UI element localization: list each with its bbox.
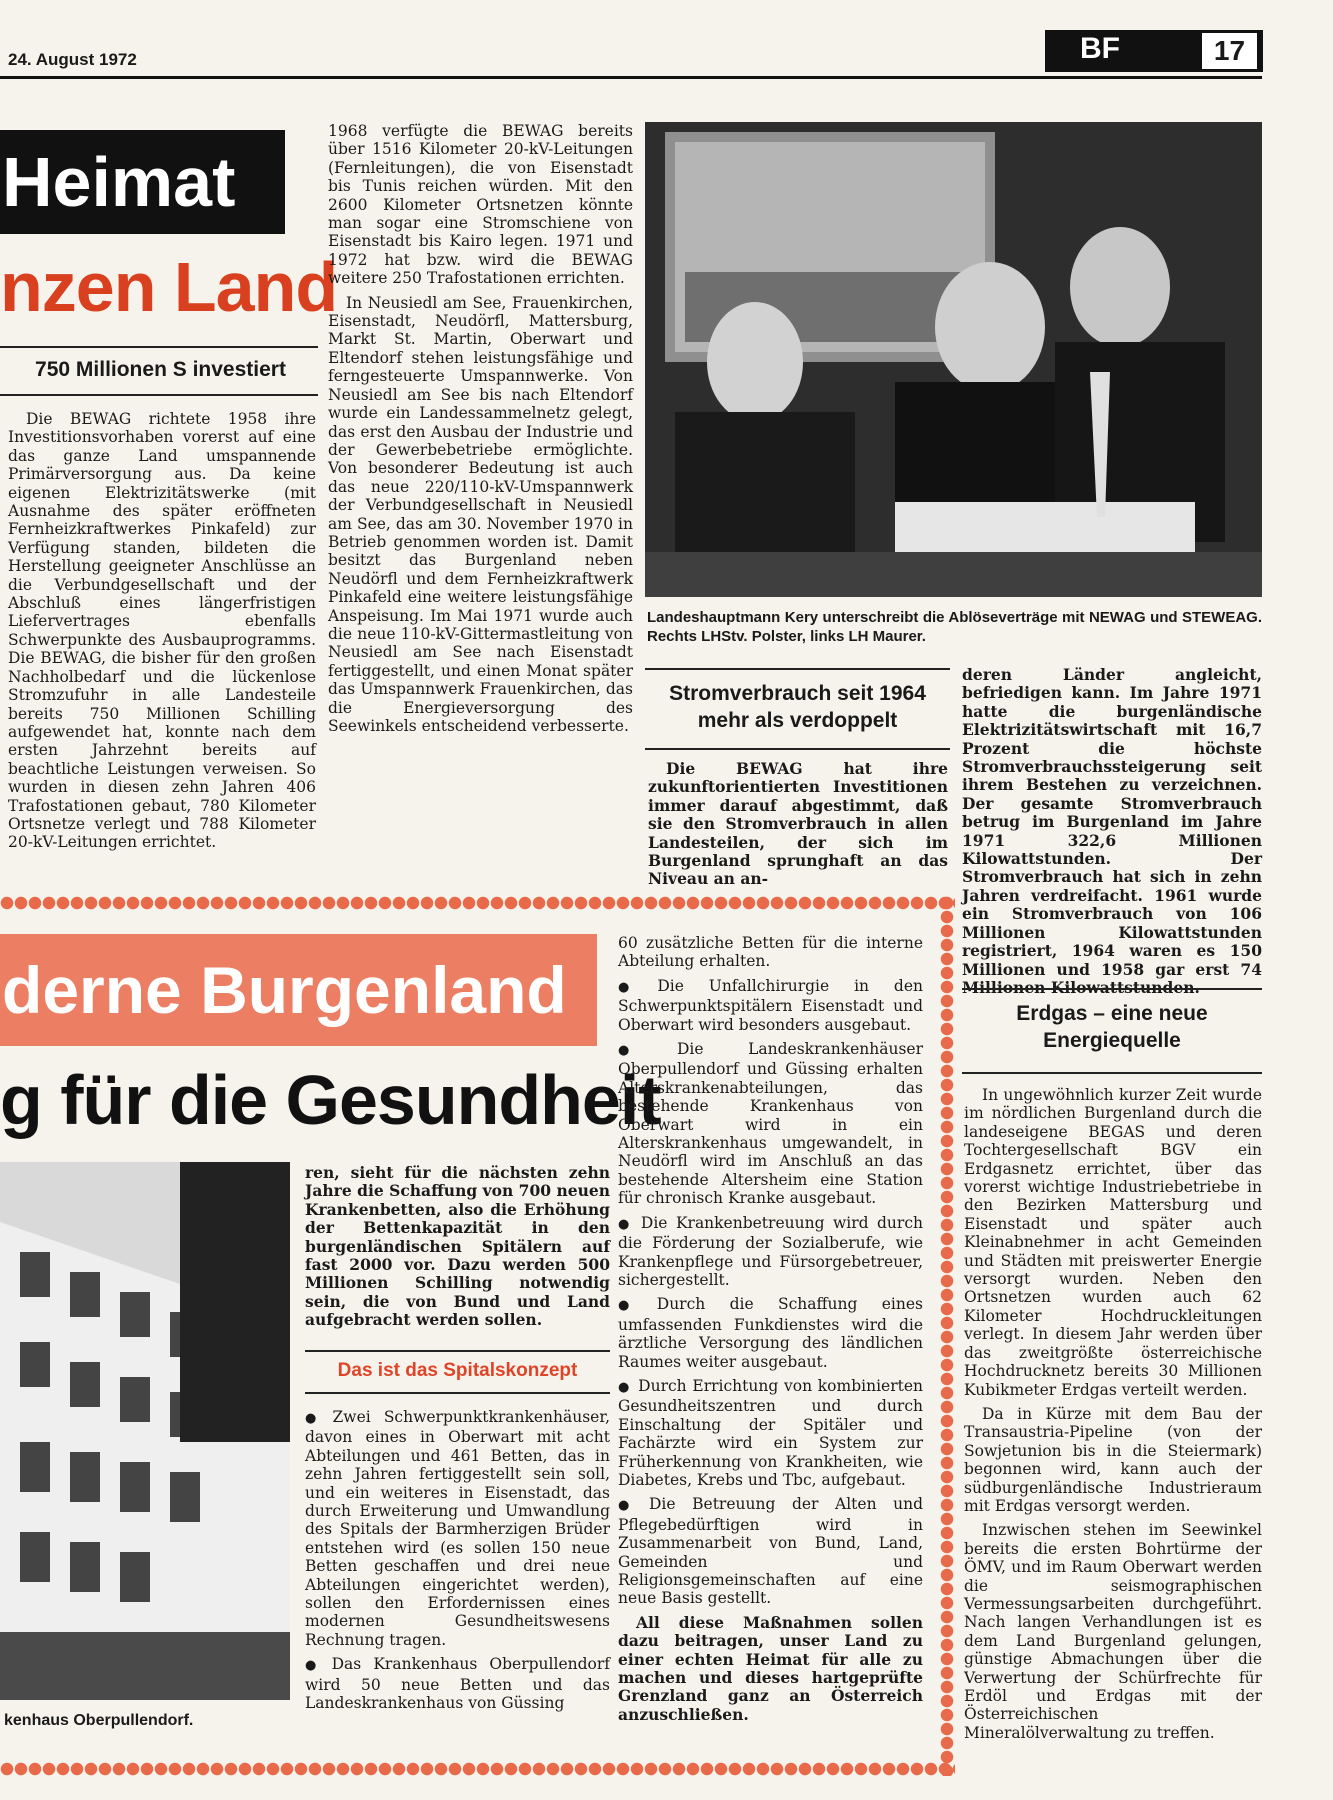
dotted-frame-right [940, 896, 954, 1776]
rule [962, 1072, 1262, 1074]
bullet-item: ● Die Unfallchirurgie in den Schwerpunktspitälern Eisenstadt und Oberwart wird besonders ausgebaut. [618, 977, 923, 1034]
page-number: 17 [1202, 33, 1257, 69]
rule [0, 346, 318, 348]
bullet-item: ● Das Krankenhaus Oberpullendorf wird 50 neue Betten und das Landeskrankenhaus von Güssing [305, 1655, 610, 1712]
hospital-photo-caption: kenhaus Oberpullendorf. [4, 1712, 194, 1729]
rule [962, 988, 1262, 990]
bullet-item: ● Die Krankenbetreuung wird durch die Förderung der Sozialberufe, wie Krankenpflege und Fürsorgebetreuer, sichergestellt. [618, 1214, 923, 1290]
signing-photo-caption: Landeshauptmann Kery unterschreibt die Ablöseverträge mit NEWAG und STEWEAG. Rechts LHStv. Polster, links LH Maurer. [647, 609, 1262, 645]
headline-heimat: Heimat [2, 143, 236, 221]
paragraph: 60 zusätzliche Betten für die interne Abteilung erhalten. [618, 934, 923, 971]
strom-text-left [648, 760, 948, 895]
bullet-item: ● Zwei Schwerpunktkrankenhäuser, davon eines in Oberwart mit acht Abteilungen und 461 Betten, das in zehn Jahren fertiggestellt sein soll, und ein weiteres in Eisenstadt, das durch Erweiterung und Umwandlung des Spitals der Barmherzigen Brüder entstehen wird (es sollen 150 neue Betten geschaffen und drei neue Abteilungen eingerichtet werden), sollen den Erfordernissen eines modernen Gesundheitswesens Rechnung tragen. [305, 1408, 610, 1649]
bullet-item: ● Durch Errichtung von kombinierten Gesundheitszentren und durch Einschaltung der Spitäler und Fachärzte wird ein System zur Früherkennung von Krankheiten, wie Diabetes, Krebs und Tbc, aufgebaut. [618, 1377, 923, 1489]
article2-col2 [305, 1408, 610, 1719]
paragraph: Die BEWAG hat ihre zukunftorientierten Investitionen immer darauf abgestimmt, daß sie den Stromverbrauch in allen Landesteilen, der sich im Burgenland sprunghaft an das Niveau an an- [648, 759, 948, 889]
paragraph: Inzwischen stehen im Seewinkel bereits die ersten Bohrtürme der ÖMV, und im Raum Oberwart werden die seismographischen Vermessungsarbeiten durchgeführt. Nach langen Verhandlungen ist es dem Land Burgenland gelungen, günstige Abmachungen über die Verwertung der Schürfrechte für Erdöl und Erdgas mit der Österreichischen Mineralölverwaltung zu treffen. [964, 1521, 1262, 1742]
rule [645, 668, 950, 670]
dotted-frame-top [0, 896, 955, 910]
rule [645, 748, 950, 750]
hospital-photo-image [0, 1162, 290, 1700]
rule [0, 394, 318, 396]
headline-burgenland: derne Burgenland [2, 953, 567, 1027]
bullet-item: ● Die Landeskrankenhäuser Oberpullendorf und Güssing erhalten Alterskrankenabteilungen, das bestehende Krankenhaus von Oberwart wird in ein Alterskrankenhaus umgewandelt, in Neudörfl wird im Anschluß an das bestehende Altersheim eine Station für chronisch Kranke ausgebaut. [618, 1040, 923, 1208]
headline-land: nzen Land [0, 248, 338, 326]
paragraph: Die BEWAG richtete 1958 ihre Investitionsvorhaben vorerst auf eine das ganze Land umspannende Primärversorgung aus. Da keine eigenen Elektrizitätswerke (mit Ausnahme des später eröffneten Fernheizkraftwerkes Pinkafeld) zur Verfügung standen, bildeten die Herstellung geeigneter Anschlüsse an die Verbundgesellschaft und der Abschluß eines längerfristigen Liefervertrages ebenfalls Schwerpunkte des Ausbauprogramms. Die BEWAG, die bisher für den großen Nachholbedarf und die lückenlose Stromzufuhr in alle Landesteile bereits 750 Millionen Schilling aufgewendet hat, konnte nach dem ersten Jahrzehnt bereits auf beachtliche Leistungen verweisen. So wurden in diesen zehn Jahren 406 Trafostationen gebaut, 780 Kilometer Ortsnetze verlegt und 788 Kilometer 20-kV-Leitungen errichtet. [8, 410, 316, 852]
article1-col1 [8, 410, 316, 858]
issue-date: 24. August 1972 [8, 50, 137, 69]
strom-text-right [962, 666, 1262, 1003]
subhead-stromverbrauch: Stromverbrauch seit 1964 mehr als verdoppelt [669, 682, 926, 732]
article1-col2 [328, 122, 633, 741]
rule [305, 1392, 610, 1394]
bullet-item: ● Die Betreuung der Alten und Pflegebedürftigen wird in Zusammenarbeit von Bund, Land, Gemeinden und Religionsgemeinschaften auf eine neue Basis gestellt. [618, 1495, 923, 1607]
hospital-photo [0, 1162, 290, 1700]
paragraph: ren, sieht für die nächsten zehn Jahre die Schaffung von 700 neuen Krankenbetten, also die Erhöhung der Bettenkapazität in den burgenländischen Spitälern auf fast 2000 vor. Dazu werden 500 Millionen Schilling notwendig sein, die von Bund und Land aufgebracht werden sollen. [305, 1163, 610, 1330]
article2-col3 [618, 934, 923, 1730]
paragraph: deren Länder angleicht, befriedigen kann. Im Jahre 1971 hatte die burgenländische Elektrizitätswirtschaft mit 16,7 Prozent die höchste Stromverbrauchssteigerung seit ihrem Bestehen zu verzeichnen. Der gesamte Stromverbrauch betrug im Burgenland im Jahre 1971 322,6 Millionen Kilowattstunden. Der Stromverbrauch hat sich in zehn Jahren verdreifacht. 1961 wurde ein Stromverbrauch von 106 Millionen Kilowattstunden registriert, 1964 waren es 150 Millionen und 1958 gar erst 74 [962, 665, 1262, 979]
erdgas-text [964, 1086, 1262, 1748]
bullet-item: ● Durch die Schaffung eines umfassenden Funkdienstes wird die ärztliche Versorgung des ländlichen Raumes weiter ausgebaut. [618, 1295, 923, 1371]
paragraph: In ungewöhnlich kurzer Zeit wurde im nördlichen Burgenland durch die landeseigene BEGAS und deren Tochtergesellschaft BGV ein Erdgasnetz errichtet, über das vorerst wichtige Industriebetriebe in den Bezirken Mattersburg und Eisenstadt und später auch Kleinabnehmer in acht Gemeinden und Städten mit preiswerter Energie versorgt wurden. Neben den Ortsnetzen wurden auch 62 Kilometer Hochdruckleitungen verlegt. In diesem Jahr werden über das zweitgrößte österreichische Hochdrucknetz bereits 30 Millionen Kubikmeter Erdgas verteilt werden. [964, 1086, 1262, 1399]
closing-paragraph: All diese Maßnahmen sollen dazu beitragen, unser Land zu einer echten Heimat für alle zu machen und dieses hartgeprüfte Grenzland ganz an Österreich anzuschließen. [618, 1612, 923, 1724]
dotted-frame-bottom [0, 1762, 955, 1776]
signing-photo-image [645, 122, 1262, 597]
rule [305, 1350, 610, 1352]
subhead-erdgas: Erdgas – eine neue Energiequelle [1016, 1002, 1208, 1052]
article2-intro [305, 1164, 610, 1336]
paragraph: 1968 verfügte die BEWAG bereits über 1516 Kilometer 20-kV-Leitungen (Fernleitungen), die von Eisenstadt bis Tunis reichen würden. Mit den 2600 Kilometer Ortsnetzen könnte man sogar eine Stromschiene von Eisenstadt bis Kairo legen. 1971 und 1972 hat bzw. wird die BEWAG weitere 250 Trafostationen errichten. [328, 122, 633, 288]
section-label: BF [1080, 32, 1120, 65]
headline-gesundheit: g für die Gesundheit [0, 1061, 661, 1139]
subhead-investiert: 750 Millionen S investiert [35, 358, 286, 381]
signing-photo [645, 122, 1262, 597]
paragraph: Da in Kürze mit dem Bau der Transaustria-Pipeline (von der Sowjetunion bis in die Steiermark) begonnen wird, kann auch der südburgenländische Industrieraum mit Erdgas versorgt werden. [964, 1404, 1262, 1515]
subhead-spitalskonzept: Das ist das Spitalskonzept [337, 1360, 578, 1381]
header-rule [0, 76, 1262, 79]
paragraph: In Neusiedl am See, Frauenkirchen, Eisenstadt, Neudörfl, Mattersburg, Markt St. Martin, Oberwart und Eltendorf stehen leistungsfähige und ferngesteuerte Umspannwerke. Von Neusiedl am See bis nach Eltendorf wurde ein Landessammelnetz gelegt, das erst den Ausbau der Industrie und der Gewerbebetriebe ermöglichte. Von besonderer Bedeutung ist auch das neue 220/110-kV-Umspannwerk der Verbundgesellschaft in Neusiedl am See, das am 30. November 1970 in Betrieb genommen worden ist. Damit besitzt das Burgenland neben Neudörfl und dem Fernheizkraftwerk Pinkafeld eine weitere leistungsfähige Anspeisung. Im Mai 1971 wurde auch die neue 110-kV-Gittermastleitung von Neusiedl am See nach Eisenstadt fertiggestellt, und einen Monat später das Umspannwerk Frauenkirchen, das die Energieversorgung des Seewinkels entscheidend verbesserte. [328, 293, 633, 735]
